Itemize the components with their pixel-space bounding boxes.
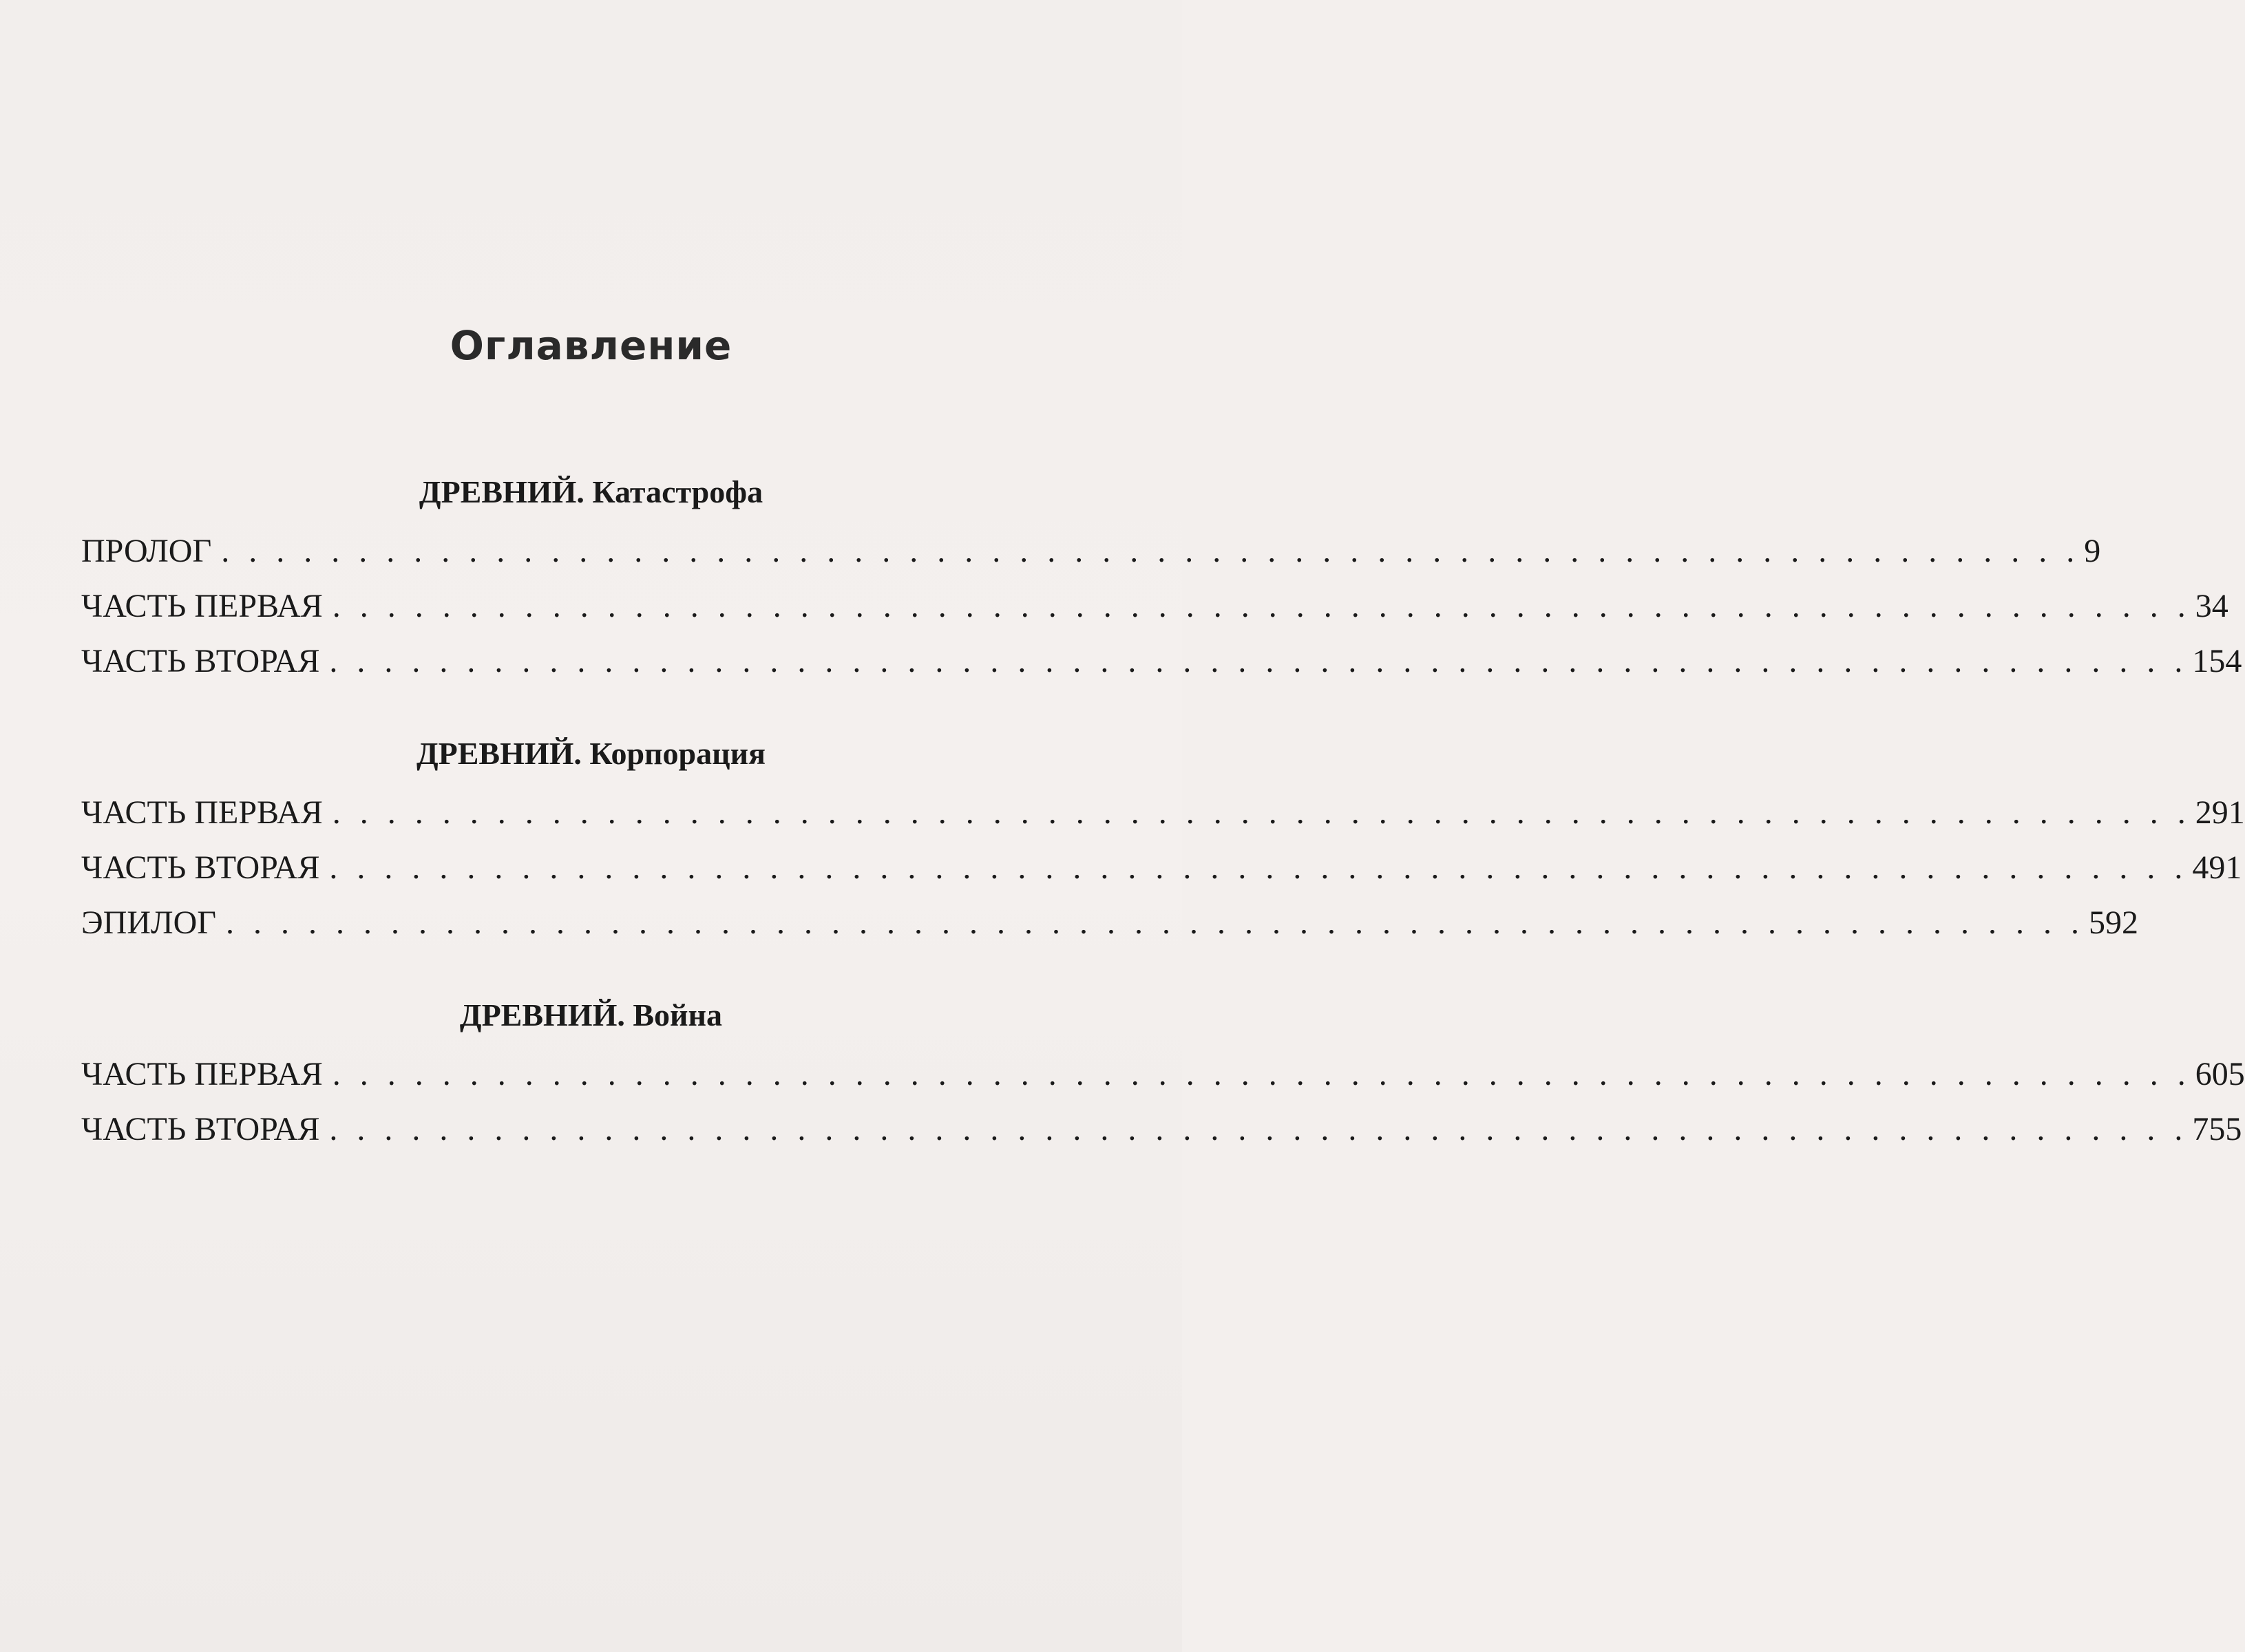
toc-entry-label: ПРОЛОГ [81,533,212,569]
toc-entry-page-number: 755 [2192,1111,2242,1147]
toc-entry-part-one[interactable] [81,584,2228,625]
toc-entry-label: ЧАСТЬ ВТОРАЯ [81,643,320,679]
toc-entry-part-one[interactable] [81,1052,2245,1093]
toc-entry-label: ЧАСТЬ ПЕРВАЯ [81,794,323,831]
toc-entry-page-number: 34 [2195,588,2228,624]
section-heading-catastrophe: ДРЕВНИЙ. Катастрофа [419,474,763,509]
toc-entry-part-two[interactable] [81,845,2242,887]
toc-entry-label: ЧАСТЬ ВТОРАЯ [81,1111,320,1147]
toc-entry-part-two[interactable] [81,639,2242,680]
toc-entry-label: ЭПИЛОГ [81,904,216,941]
section-heading-war: ДРЕВНИЙ. Война [459,997,723,1032]
toc-entry-page-number: 491 [2192,849,2242,886]
toc-entry-page-number: 154 [2192,643,2242,679]
toc-entry-prologue[interactable] [81,529,2101,570]
dot-leader: . . . . . . . . . . . . . . . . . . . . . . . . . . . . . . . . . . . . . . . . . . . . . . . . . . . . . . . . . . . . . . . . . . . . [225,904,2085,941]
dot-leader: . . . . . . . . . . . . . . . . . . . . . . . . . . . . . . . . . . . . . . . . . . . . . . . . . . . . . . . . . . . . . . . . . . . . [332,794,2191,831]
dot-leader: . . . . . . . . . . . . . . . . . . . . . . . . . . . . . . . . . . . . . . . . . . . . . . . . . . . . . . . . . . . . . . . . . . . . [221,533,2080,569]
dot-leader: . . . . . . . . . . . . . . . . . . . . . . . . . . . . . . . . . . . . . . . . . . . . . . . . . . . . . . . . . . . . . . . . . . . . [329,1111,2189,1147]
dot-leader: . . . . . . . . . . . . . . . . . . . . . . . . . . . . . . . . . . . . . . . . . . . . . . . . . . . . . . . . . . . . . . . . . . . . [332,588,2191,624]
toc-entry-page-number: 9 [2084,533,2101,569]
dot-leader: . . . . . . . . . . . . . . . . . . . . . . . . . . . . . . . . . . . . . . . . . . . . . . . . . . . . . . . . . . . . . . . . . . . . [329,849,2189,886]
toc-entry-page-number: 605 [2195,1056,2245,1092]
toc-entry-epilogue[interactable] [81,900,2138,942]
toc-entry-label: ЧАСТЬ ВТОРАЯ [81,849,320,886]
dot-leader: . . . . . . . . . . . . . . . . . . . . . . . . . . . . . . . . . . . . . . . . . . . . . . . . . . . . . . . . . . . . . . . . . . . . [329,643,2189,679]
toc-entry-part-two[interactable] [81,1107,2242,1148]
toc-entry-part-one[interactable] [81,790,2245,832]
toc-entry-label: ЧАСТЬ ПЕРВАЯ [81,588,323,624]
section-heading-corporation: ДРЕВНИЙ. Корпорация [416,736,766,771]
toc-entry-page-number: 291 [2195,794,2245,831]
page-title: Оглавление [450,322,732,369]
dot-leader: . . . . . . . . . . . . . . . . . . . . . . . . . . . . . . . . . . . . . . . . . . . . . . . . . . . . . . . . . . . . . . . . . . . . [332,1056,2191,1092]
toc-entry-label: ЧАСТЬ ПЕРВАЯ [81,1056,323,1092]
toc-entry-page-number: 592 [2088,904,2138,941]
